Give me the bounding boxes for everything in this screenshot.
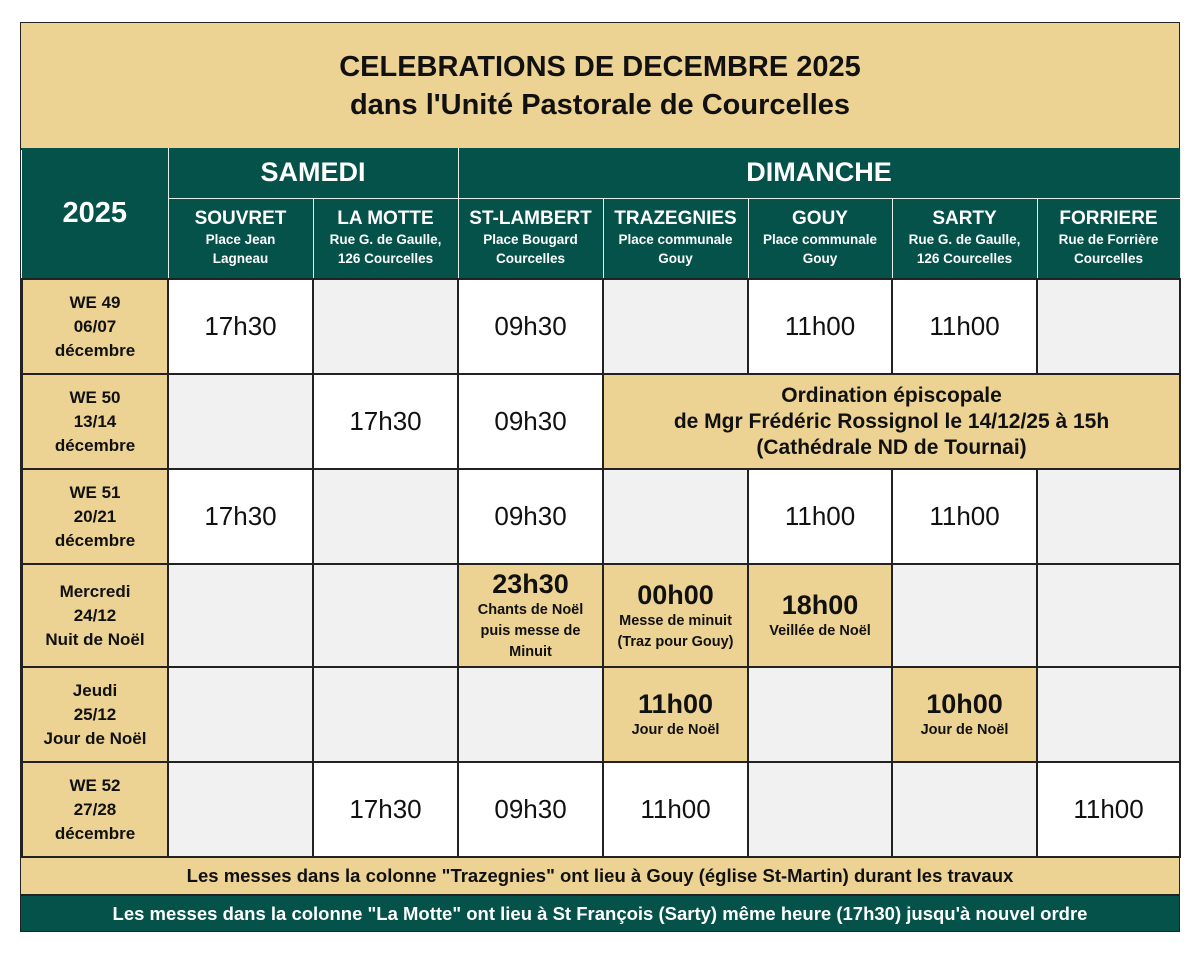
special-note: Messe de minuit bbox=[619, 612, 732, 629]
empty-cell bbox=[748, 667, 892, 762]
location-header-la-motte bbox=[313, 198, 458, 279]
location-address: Courcelles bbox=[496, 251, 566, 267]
empty-cell bbox=[168, 374, 313, 469]
row-label bbox=[22, 762, 168, 857]
year-header: 2025 bbox=[22, 148, 168, 279]
empty-cell bbox=[313, 279, 458, 374]
table-row bbox=[22, 667, 1180, 762]
empty-cell bbox=[1037, 279, 1180, 374]
special-mass-cell bbox=[603, 564, 748, 667]
row-label bbox=[22, 667, 168, 762]
mass-time-cell: 11h00 bbox=[603, 762, 748, 857]
table-row bbox=[22, 564, 1180, 667]
special-note: Chants de Noël bbox=[477, 602, 584, 618]
empty-cell bbox=[168, 667, 313, 762]
row-label-line: Mercredi bbox=[59, 581, 131, 601]
table-row bbox=[22, 762, 1180, 857]
row-label-line: décembre bbox=[54, 823, 136, 843]
empty-cell bbox=[313, 667, 458, 762]
title-banner bbox=[21, 23, 1179, 150]
row-label bbox=[22, 564, 168, 667]
location-address: Place Bougard bbox=[483, 232, 578, 248]
empty-cell bbox=[313, 469, 458, 564]
location-address: Place communale bbox=[618, 232, 733, 248]
table-row bbox=[22, 374, 1180, 469]
location-address: Lagneau bbox=[212, 251, 269, 267]
row-label-line: 06/07 bbox=[73, 316, 117, 336]
mass-time-cell: 17h30 bbox=[168, 469, 313, 564]
event-line: (Cathédrale ND de Tournai) bbox=[756, 435, 1027, 459]
special-time: 10h00 bbox=[926, 689, 1003, 719]
row-label-line: décembre bbox=[54, 435, 136, 455]
empty-cell bbox=[748, 762, 892, 857]
row-label-line: Jeudi bbox=[72, 680, 118, 700]
empty-cell bbox=[1037, 469, 1180, 564]
schedule-sheet bbox=[20, 22, 1180, 932]
row-label-line: décembre bbox=[54, 340, 136, 360]
special-time: 18h00 bbox=[781, 590, 859, 620]
location-name: GOUY bbox=[792, 208, 848, 230]
trazegnies-note: Les messes dans la colonne "Trazegnies" ont lieu à Gouy (église St-Martin) durant les travaux bbox=[21, 856, 1179, 894]
location-address: Place communale bbox=[762, 232, 878, 248]
row-label-line: WE 49 bbox=[69, 292, 121, 312]
row-label-line: décembre bbox=[54, 530, 136, 550]
empty-cell bbox=[168, 762, 313, 857]
mass-time-cell: 09h30 bbox=[458, 374, 603, 469]
special-note: Minuit bbox=[509, 644, 552, 660]
location-name: TRAZEGNIES bbox=[614, 208, 737, 230]
location-name: FORRIERE bbox=[1059, 208, 1158, 230]
location-address: 126 Courcelles bbox=[916, 251, 1013, 267]
special-note: Veillée de Noël bbox=[769, 623, 871, 639]
location-address: Rue G. de Gaulle, bbox=[329, 232, 442, 248]
mass-time-cell: 11h00 bbox=[1037, 762, 1180, 857]
row-label-line: 20/21 bbox=[73, 506, 117, 526]
row-label-line: WE 52 bbox=[69, 775, 121, 795]
empty-cell bbox=[892, 564, 1037, 667]
location-address: Rue de Forrière bbox=[1058, 232, 1159, 248]
ordination-event-cell bbox=[603, 374, 1180, 469]
title-line-2: dans l'Unité Pastorale de Courcelles bbox=[349, 88, 851, 121]
row-label-line: WE 50 bbox=[69, 387, 121, 407]
empty-cell bbox=[168, 564, 313, 667]
empty-cell bbox=[1037, 667, 1180, 762]
location-header-trazegnies bbox=[603, 198, 748, 279]
special-time: 23h30 bbox=[492, 569, 569, 599]
location-address: Gouy bbox=[802, 251, 838, 267]
title-line-1: CELEBRATIONS DE DECEMBRE 2025 bbox=[339, 50, 861, 83]
schedule-table bbox=[21, 148, 1181, 858]
location-name: LA MOTTE bbox=[337, 208, 434, 230]
mass-time-cell: 11h00 bbox=[892, 279, 1037, 374]
location-name: SOUVRET bbox=[194, 208, 287, 230]
location-address: Place Jean bbox=[205, 232, 276, 248]
special-mass-cell bbox=[458, 564, 603, 667]
mass-time-cell: 09h30 bbox=[458, 469, 603, 564]
row-label-line: Jour de Noël bbox=[43, 728, 147, 748]
location-address: Rue G. de Gaulle, bbox=[908, 232, 1021, 248]
location-header-st-lambert bbox=[458, 198, 603, 279]
mass-time-cell: 17h30 bbox=[313, 762, 458, 857]
mass-time-cell: 11h00 bbox=[748, 469, 892, 564]
mass-time-cell: 17h30 bbox=[168, 279, 313, 374]
event-line: de Mgr Frédéric Rossignol le 14/12/25 à 15h bbox=[673, 409, 1110, 433]
mass-time-cell: 11h00 bbox=[892, 469, 1037, 564]
location-address: Gouy bbox=[658, 251, 693, 267]
location-header-forriere bbox=[1037, 198, 1180, 279]
special-note: Jour de Noël bbox=[920, 722, 1009, 738]
location-address: Courcelles bbox=[1074, 251, 1144, 267]
special-time: 11h00 bbox=[637, 689, 714, 719]
table-row bbox=[22, 279, 1180, 374]
mass-time-cell: 11h00 bbox=[748, 279, 892, 374]
location-address: 126 Courcelles bbox=[337, 251, 434, 267]
row-label-line: 13/14 bbox=[73, 411, 117, 431]
special-note: puis messe de bbox=[480, 623, 581, 639]
empty-cell bbox=[603, 469, 748, 564]
row-label-line: WE 51 bbox=[69, 482, 121, 502]
row-label bbox=[22, 469, 168, 564]
mass-time-cell: 09h30 bbox=[458, 762, 603, 857]
empty-cell bbox=[458, 667, 603, 762]
mass-time-cell: 09h30 bbox=[458, 279, 603, 374]
empty-cell bbox=[892, 762, 1037, 857]
la-motte-note: Les messes dans la colonne "La Motte" ont lieu à St François (Sarty) même heure (17h30) jusqu'à nouvel ordre bbox=[21, 894, 1179, 931]
day-header-samedi: SAMEDI bbox=[168, 148, 458, 198]
special-note: Jour de Noël bbox=[631, 722, 720, 738]
location-name: SARTY bbox=[932, 208, 997, 230]
row-label-line: 24/12 bbox=[73, 605, 117, 625]
special-mass-cell bbox=[892, 667, 1037, 762]
location-header-gouy bbox=[748, 198, 892, 279]
event-line: Ordination épiscopale bbox=[781, 383, 1002, 407]
empty-cell bbox=[313, 564, 458, 667]
row-label-line: 27/28 bbox=[73, 799, 117, 819]
row-label bbox=[22, 279, 168, 374]
location-header-sarty bbox=[892, 198, 1037, 279]
row-label-line: Nuit de Noël bbox=[45, 629, 145, 649]
special-note: (Traz pour Gouy) bbox=[617, 633, 734, 650]
row-label bbox=[22, 374, 168, 469]
empty-cell bbox=[603, 279, 748, 374]
location-name: ST-LAMBERT bbox=[469, 208, 592, 230]
special-time: 00h00 bbox=[637, 579, 714, 610]
row-label-line: 25/12 bbox=[73, 704, 117, 724]
empty-cell bbox=[1037, 564, 1180, 667]
table-row bbox=[22, 469, 1180, 564]
mass-time-cell: 17h30 bbox=[313, 374, 458, 469]
special-mass-cell bbox=[748, 564, 892, 667]
special-mass-cell bbox=[603, 667, 748, 762]
location-header-souvret bbox=[168, 198, 313, 279]
day-header-dimanche: DIMANCHE bbox=[458, 148, 1180, 198]
